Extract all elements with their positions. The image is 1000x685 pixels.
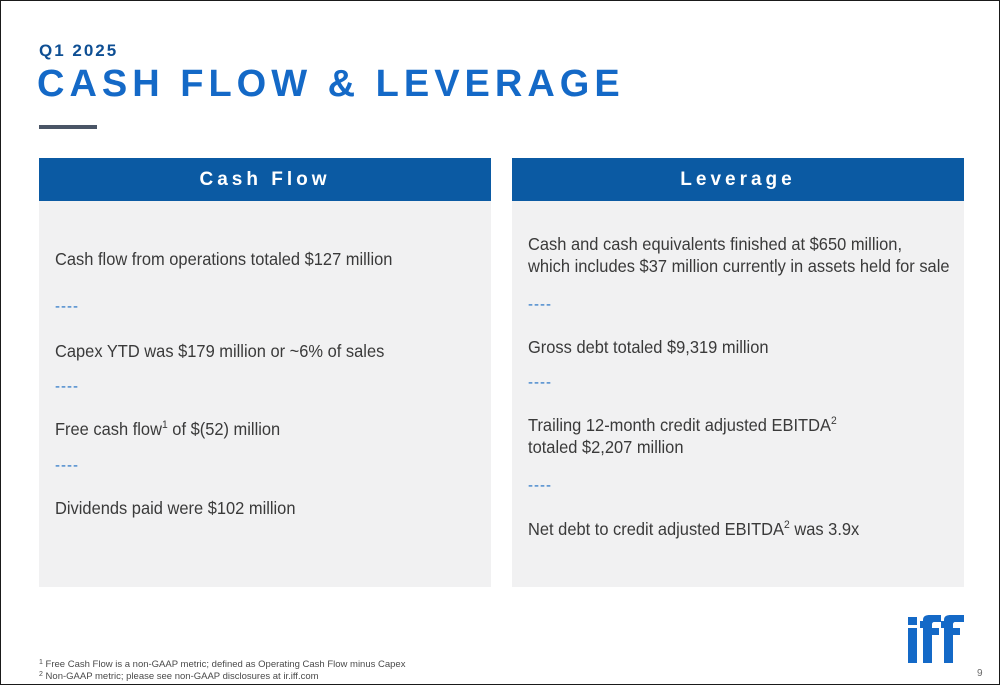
title-underline xyxy=(39,125,97,129)
leverage-heading: Leverage xyxy=(512,158,964,201)
item-text: Net debt to credit adjusted EBITDA xyxy=(528,519,785,539)
separator: ---- xyxy=(528,477,552,494)
cash-flow-item: Cash flow from operations totaled $127 million xyxy=(55,249,393,269)
leverage-item xyxy=(528,518,932,540)
item-line: Cash and cash equivalents finished at $650 million, xyxy=(528,234,903,254)
cash-flow-item: Dividends paid were $102 million xyxy=(55,498,296,518)
item-text: Trailing 12-month credit adjusted EBITDA xyxy=(528,415,831,435)
separator: ---- xyxy=(528,296,552,313)
item-line: which includes $37 million currently in assets held for sale xyxy=(528,256,950,276)
footnote-ref: 2 xyxy=(830,415,837,427)
footnote-number: 2 xyxy=(39,671,43,678)
cash-flow-panel xyxy=(39,158,491,587)
item-text: Free cash flow xyxy=(55,419,162,439)
leverage-item xyxy=(528,414,932,458)
page-number: 9 xyxy=(977,668,983,679)
footnote-number: 1 xyxy=(39,659,43,666)
footnotes xyxy=(39,659,405,683)
item-text: of $(52) million xyxy=(167,419,281,439)
leverage-item: Gross debt totaled $9,319 million xyxy=(528,337,769,357)
cash-flow-heading: Cash Flow xyxy=(39,158,491,201)
footnote-ref: 1 xyxy=(161,419,168,431)
item-text: was 3.9x xyxy=(789,519,860,539)
footnote-ref: 2 xyxy=(784,519,790,531)
footnote xyxy=(39,671,405,683)
cash-flow-item: Capex YTD was $179 million or ~6% of sales xyxy=(55,341,385,361)
separator: ---- xyxy=(55,457,79,474)
footnote xyxy=(39,659,405,671)
separator: ---- xyxy=(55,298,79,315)
cash-flow-item xyxy=(55,418,459,440)
separator: ---- xyxy=(528,374,552,391)
slide-title: CASH FLOW & LEVERAGE xyxy=(37,63,625,105)
footnote-text: Free Cash Flow is a non-GAAP metric; defined as Operating Cash Flow minus Capex xyxy=(45,659,406,670)
leverage-item xyxy=(528,233,950,277)
slide-eyebrow: Q1 2025 xyxy=(39,41,119,60)
item-line: totaled $2,207 million xyxy=(528,437,684,457)
item-line xyxy=(528,414,932,436)
iff-logo-icon xyxy=(906,615,968,665)
separator: ---- xyxy=(55,378,79,395)
footnote-text: Non-GAAP metric; please see non-GAAP disclosures at ir.iff.com xyxy=(45,671,319,682)
leverage-panel xyxy=(512,158,964,587)
